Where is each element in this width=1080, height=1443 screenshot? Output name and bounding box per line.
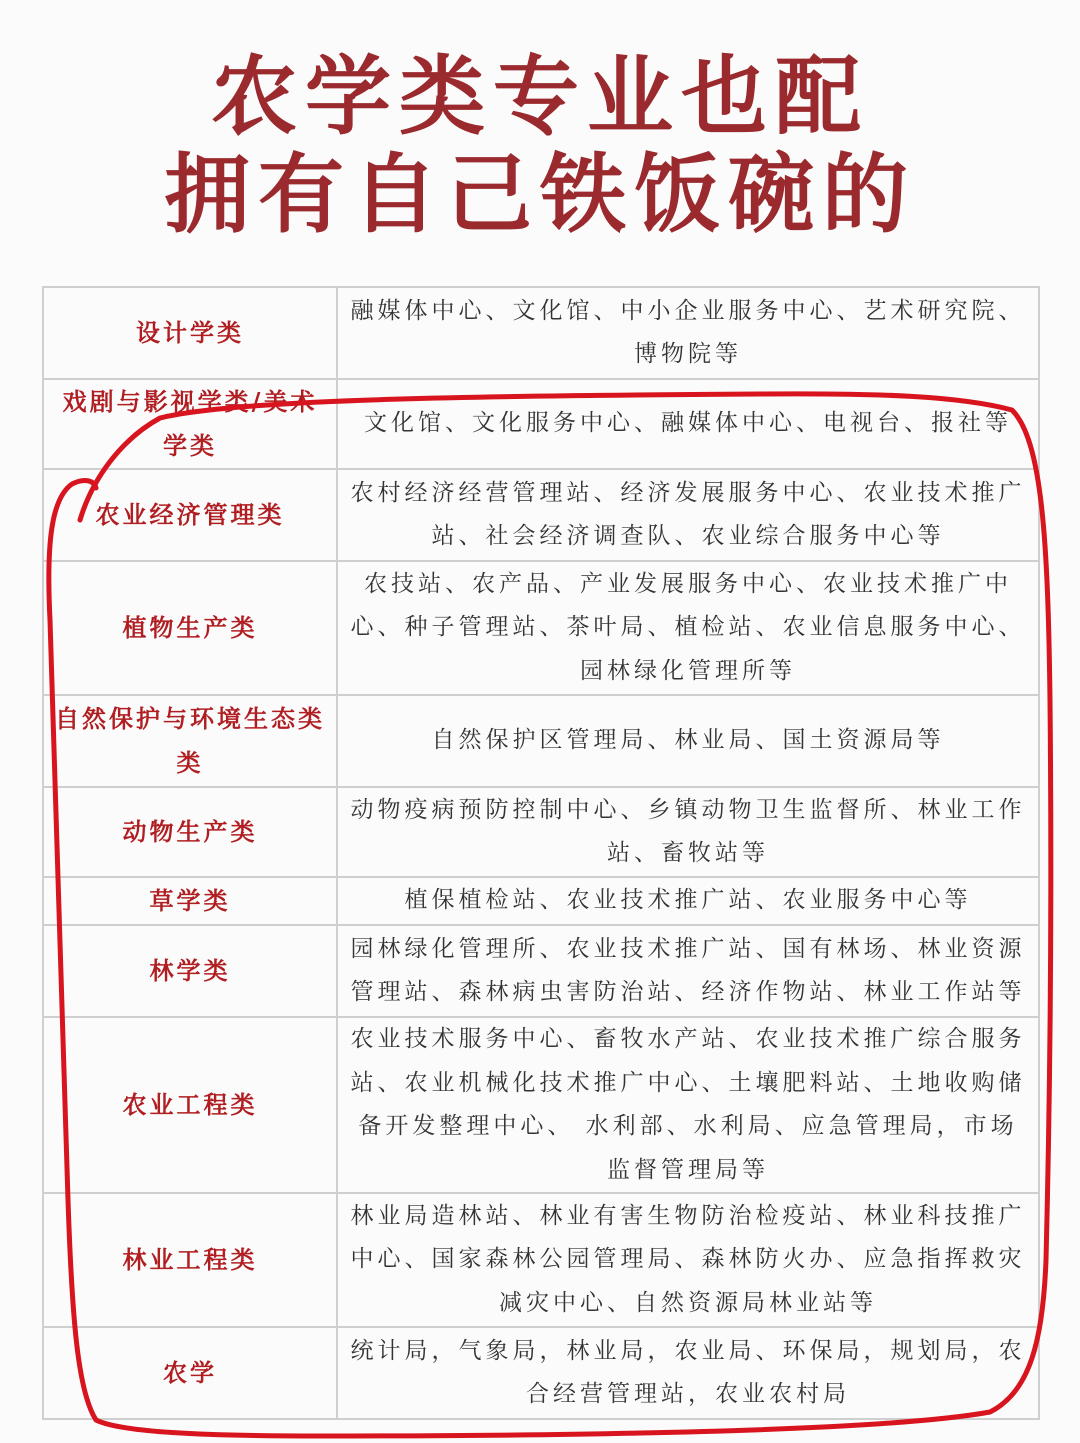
table-row bbox=[43, 877, 1039, 925]
title-line-1: 农学类专业也配 bbox=[211, 47, 869, 147]
category-cell: 农学 bbox=[43, 1327, 337, 1419]
employers-cell: 植保植检站、农业技术推广站、农业服务中心等 bbox=[337, 877, 1039, 925]
major-employer-table bbox=[42, 286, 1040, 1420]
category-cell: 设计学类 bbox=[43, 287, 337, 379]
table-row bbox=[43, 695, 1039, 787]
table-row bbox=[43, 925, 1039, 1017]
table-row bbox=[43, 787, 1039, 877]
employers-cell: 融媒体中心、文化馆、中小企业服务中心、艺术研究院、博物院等 bbox=[337, 287, 1039, 379]
table-row bbox=[43, 561, 1039, 695]
employers-cell: 林业局造林站、林业有害生物防治检疫站、林业科技推广中心、国家森林公园管理局、森林防火办、应急指挥救灾减灾中心、自然资源局林业站等 bbox=[337, 1193, 1039, 1327]
category-cell: 林学类 bbox=[43, 925, 337, 1017]
category-cell: 农业工程类 bbox=[43, 1017, 337, 1193]
employers-cell: 园林绿化管理所、农业技术推广站、国有林场、林业资源管理站、森林病虫害防治站、经济作物站、林业工作站等 bbox=[337, 925, 1039, 1017]
employers-cell: 文化馆、文化服务中心、融媒体中心、电视台、报社等 bbox=[337, 379, 1039, 469]
category-cell: 自然保护与环境生态类类 bbox=[43, 695, 337, 787]
table-row bbox=[43, 1193, 1039, 1327]
employers-cell: 农业技术服务中心、畜牧水产站、农业技术推广综合服务站、农业机械化技术推广中心、土壤肥料站、土地收购储备开发整理中心、 水利部、水利局、应急管理局，市场监督管理局等 bbox=[337, 1017, 1039, 1193]
employers-cell: 动物疫病预防控制中心、乡镇动物卫生监督所、林业工作站、畜牧站等 bbox=[337, 787, 1039, 877]
employers-cell: 农村经济经营管理站、经济发展服务中心、农业技术推广站、社会经济调查队、农业综合服务中心等 bbox=[337, 469, 1039, 561]
page-title bbox=[0, 48, 1080, 244]
category-cell: 林业工程类 bbox=[43, 1193, 337, 1327]
category-cell: 植物生产类 bbox=[43, 561, 337, 695]
employers-cell: 统计局，气象局，林业局，农业局、环保局，规划局，农合经营管理站，农业农村局 bbox=[337, 1327, 1039, 1419]
category-cell: 动物生产类 bbox=[43, 787, 337, 877]
table-row bbox=[43, 287, 1039, 379]
table-row bbox=[43, 469, 1039, 561]
table-row bbox=[43, 379, 1039, 469]
table-row bbox=[43, 1327, 1039, 1419]
title-line-2: 拥有自己铁饭碗的 bbox=[164, 145, 916, 245]
category-cell: 戏剧与影视学类/美术学类 bbox=[43, 379, 337, 469]
category-cell: 农业经济管理类 bbox=[43, 469, 337, 561]
table-row bbox=[43, 1017, 1039, 1193]
category-cell: 草学类 bbox=[43, 877, 337, 925]
employers-cell: 自然保护区管理局、林业局、国土资源局等 bbox=[337, 695, 1039, 787]
employers-cell: 农技站、农产品、产业发展服务中心、农业技术推广中心、种子管理站、茶叶局、植检站、农业信息服务中心、园林绿化管理所等 bbox=[337, 561, 1039, 695]
